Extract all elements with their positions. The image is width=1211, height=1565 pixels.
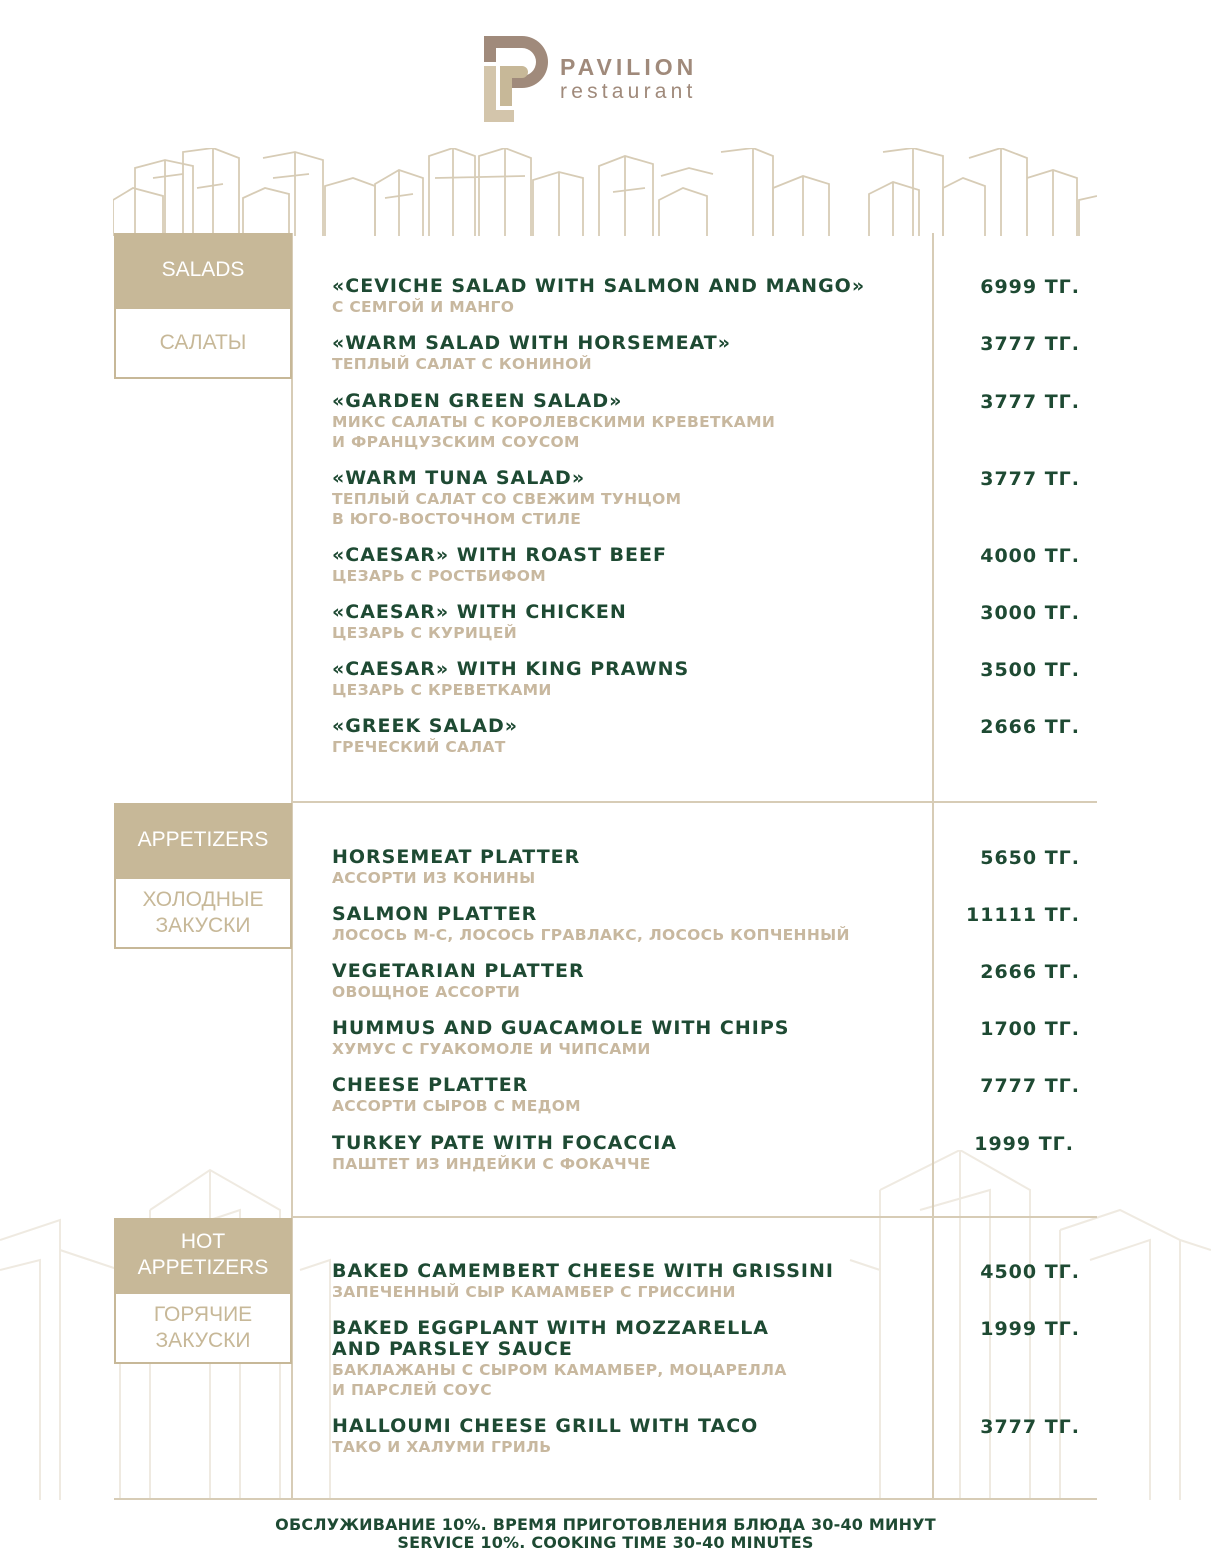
dish-description: АССОРТИ ИЗ КОНИНЫ: [332, 869, 536, 887]
menu-item: [332, 961, 932, 1002]
dish-name: «CAESAR» WITH KING PRAWNS: [332, 658, 690, 680]
price-divider-line: [932, 233, 934, 1498]
footer-note: [0, 1516, 1211, 1552]
menu-item: [332, 1261, 932, 1302]
dish-description: С СЕМГОЙ И МАНГО: [332, 298, 515, 316]
dish-description: МИКС САЛАТЫ С КОРОЛЕВСКИМИ КРЕВЕТКАМИ И ФРАНЦУЗСКИМ СОУСОМ: [332, 413, 776, 451]
dish-price: 6999 ТГ.: [980, 276, 1080, 298]
menu-item: [332, 333, 932, 374]
dish-description: ЦЕЗАРЬ С РОСТБИФОМ: [332, 567, 546, 585]
dish-price: 1999 ТГ.: [974, 1133, 1074, 1155]
dish-name: TURKEY PATE WITH FOCACCIA: [332, 1132, 678, 1154]
dish-name: «GREEK SALAD»: [332, 715, 519, 737]
dish-description: ТЕПЛЫЙ САЛАТ С КОНИНОЙ: [332, 355, 592, 373]
dish-name: HALLOUMI CHEESE GRILL WITH TACO: [332, 1415, 759, 1437]
menu-item: [332, 1018, 932, 1059]
dish-name: HORSEMEAT PLATTER: [332, 846, 581, 868]
logo-subtitle: restaurant: [560, 80, 697, 103]
skyline-illustration: [113, 148, 1097, 236]
menu-item: [332, 716, 932, 757]
dish-price: 2666 ТГ.: [980, 961, 1080, 983]
menu-item: [332, 1075, 932, 1116]
menu-item: [332, 276, 932, 317]
dish-name: «CAESAR» WITH ROAST BEEF: [332, 544, 667, 566]
dish-price: 3777 ТГ.: [980, 391, 1080, 413]
pavilion-monogram-icon: [482, 36, 550, 122]
dish-description: ЦЕЗАРЬ С КУРИЦЕЙ: [332, 624, 518, 642]
dish-description: БАКЛАЖАНЫ С СЫРОМ КАМАМБЕР, МОЦАРЕЛЛА И ПАРСЛЕЙ СОУС: [332, 1361, 787, 1399]
dish-price: 2666 ТГ.: [980, 716, 1080, 738]
dish-price: 3777 ТГ.: [980, 468, 1080, 490]
dish-name: «WARM TUNA SALAD»: [332, 467, 586, 489]
dish-name: «WARM SALAD WITH HORSEMEAT»: [332, 332, 732, 354]
dish-description: ТЕПЛЫЙ САЛАТ СО СВЕЖИМ ТУНЦОМ В ЮГО-ВОСТОЧНОМ СТИЛЕ: [332, 490, 682, 528]
dish-price: 11111 ТГ.: [965, 904, 1080, 926]
category-label-ru: ХОЛОДНЫЕ ЗАКУСКИ: [114, 877, 292, 949]
bottom-rule-line: [114, 1498, 1097, 1500]
dish-name: HUMMUS AND GUACAMOLE WITH CHIPS: [332, 1017, 790, 1039]
dish-price: 5650 ТГ.: [980, 847, 1080, 869]
category-label-en: SALADS: [114, 233, 292, 307]
menu-item: [332, 1133, 932, 1174]
dish-description: АССОРТИ СЫРОВ С МЕДОМ: [332, 1097, 581, 1115]
footer-line-ru: ОБСЛУЖИВАНИЕ 10%. ВРЕМЯ ПРИГОТОВЛЕНИЯ БЛЮДА 30-40 МИНУТ: [275, 1515, 936, 1534]
dish-price: 4000 ТГ.: [980, 545, 1080, 567]
category-label-ru: САЛАТЫ: [114, 307, 292, 379]
menu-item: [332, 847, 932, 888]
dish-price: 3777 ТГ.: [980, 333, 1080, 355]
dish-price: 1700 ТГ.: [980, 1018, 1080, 1040]
footer-line-en: SERVICE 10%. COOKING TIME 30-40 MINUTES: [397, 1533, 814, 1552]
dish-name: CHEESE PLATTER: [332, 1074, 529, 1096]
section-divider-line: [291, 801, 1097, 803]
menu-item: [332, 545, 932, 586]
menu-item: [332, 468, 932, 529]
dish-description: ХУМУС С ГУАКОМОЛЕ И ЧИПСАМИ: [332, 1040, 651, 1058]
dish-description: ЛОСОСЬ М-С, ЛОСОСЬ ГРАВЛАКС, ЛОСОСЬ КОПЧЕННЫЙ: [332, 926, 850, 944]
dish-description: ЦЕЗАРЬ С КРЕВЕТКАМИ: [332, 681, 552, 699]
menu-item: [332, 602, 932, 643]
logo-name: PAVILION: [560, 54, 698, 80]
dish-price: 4500 ТГ.: [980, 1261, 1080, 1283]
menu-item: [332, 391, 932, 452]
dish-price: 1999 ТГ.: [980, 1318, 1080, 1340]
dish-name: SALMON PLATTER: [332, 903, 538, 925]
category-label-en: HOT APPETIZERS: [114, 1218, 292, 1292]
dish-description: ТАКО И ХАЛУМИ ГРИЛЬ: [332, 1438, 552, 1456]
menu-item: [332, 904, 932, 945]
dish-name: «CAESAR» WITH CHICKEN: [332, 601, 627, 623]
dish-description: ГРЕЧЕСКИЙ САЛАТ: [332, 738, 506, 756]
dish-price: 3500 ТГ.: [980, 659, 1080, 681]
menu-item: [332, 1318, 932, 1400]
dish-name: «GARDEN GREEN SALAD»: [332, 390, 623, 412]
dish-name: BAKED EGGPLANT WITH MOZZARELLA AND PARSLEY SAUCE: [332, 1317, 770, 1360]
dish-price: 7777 ТГ.: [980, 1075, 1080, 1097]
dish-name: VEGETARIAN PLATTER: [332, 960, 585, 982]
category-label-ru: ГОРЯЧИЕ ЗАКУСКИ: [114, 1292, 292, 1364]
dish-price: 3000 ТГ.: [980, 602, 1080, 624]
dish-name: BAKED CAMEMBERT CHEESE WITH GRISSINI: [332, 1260, 834, 1282]
dish-description: ПАШТЕТ ИЗ ИНДЕЙКИ С ФОКАЧЧЕ: [332, 1155, 651, 1173]
menu-item: [332, 659, 932, 700]
section-divider-line: [291, 1216, 1097, 1218]
dish-price: 3777 ТГ.: [980, 1416, 1080, 1438]
category-label-en: APPETIZERS: [114, 803, 292, 877]
dish-description: ОВОЩНОЕ АССОРТИ: [332, 983, 521, 1001]
menu-item: [332, 1416, 932, 1457]
dish-name: «CEVICHE SALAD WITH SALMON AND MANGO»: [332, 275, 866, 297]
dish-description: ЗАПЕЧЕННЫЙ СЫР КАМАМБЕР С ГРИССИНИ: [332, 1283, 736, 1301]
